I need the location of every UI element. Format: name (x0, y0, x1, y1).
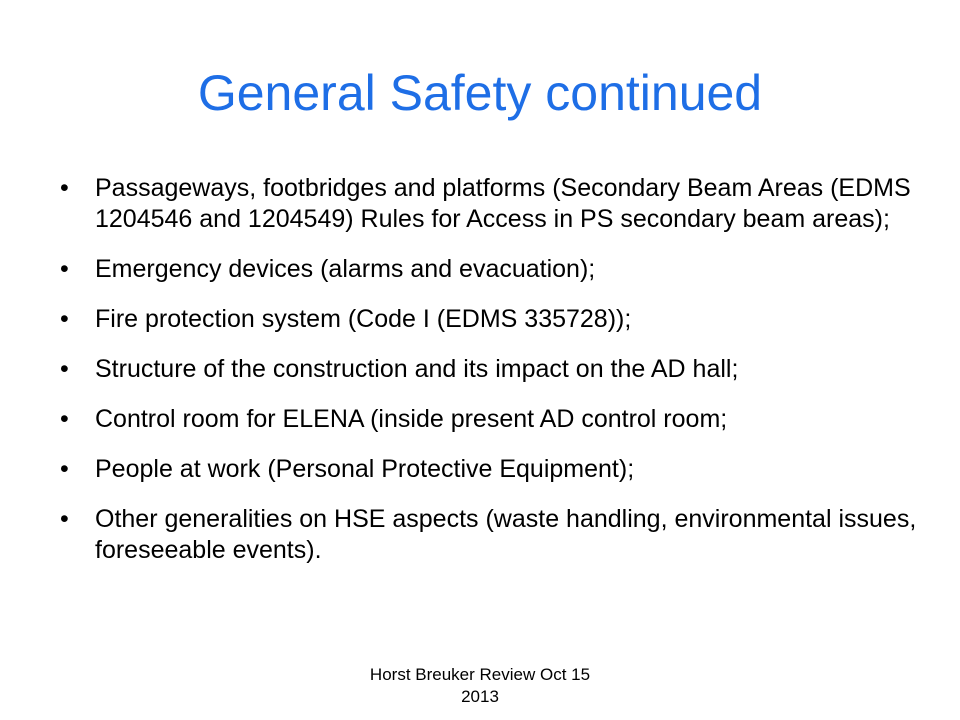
bullet-list (60, 173, 930, 585)
bullet-text: Fire protection system (Code I (EDMS 335728)); (95, 305, 632, 333)
bullet-text: Structure of the construction and its impact on the AD hall; (95, 355, 739, 383)
slide-footer (330, 664, 630, 708)
footer-line-1: Horst Breuker Review Oct 15 (369, 665, 591, 684)
bullet-item (60, 173, 930, 235)
bullet-item (60, 304, 930, 335)
bullet-dot-icon: • (60, 255, 69, 283)
bullet-dot-icon: • (60, 455, 69, 483)
bullet-text: People at work (Personal Protective Equipment); (95, 455, 635, 483)
bullet-dot-icon: • (60, 405, 69, 433)
bullet-item (60, 504, 930, 566)
bullet-text: Passageways, footbridges and platforms (Secondary Beam Areas (EDMS 1204546 and 1204549) Rules for Access in PS secondary beam areas); (95, 174, 911, 233)
bullet-text: Control room for ELENA (inside present AD control room; (95, 405, 728, 433)
slide-title: General Safety continued (197, 65, 763, 121)
bullet-dot-icon: • (60, 355, 69, 383)
bullet-dot-icon: • (60, 505, 69, 533)
bullet-dot-icon: • (60, 174, 69, 202)
bullet-text: Emergency devices (alarms and evacuation); (95, 255, 596, 283)
bullet-item (60, 254, 930, 285)
footer-line-2: 2013 (461, 687, 499, 706)
bullet-text: Other generalities on HSE aspects (waste handling, environmental issues, foreseeable events). (95, 505, 917, 564)
bullet-item (60, 354, 930, 385)
bullet-item (60, 454, 930, 485)
bullet-item (60, 404, 930, 435)
bullet-dot-icon: • (60, 305, 69, 333)
